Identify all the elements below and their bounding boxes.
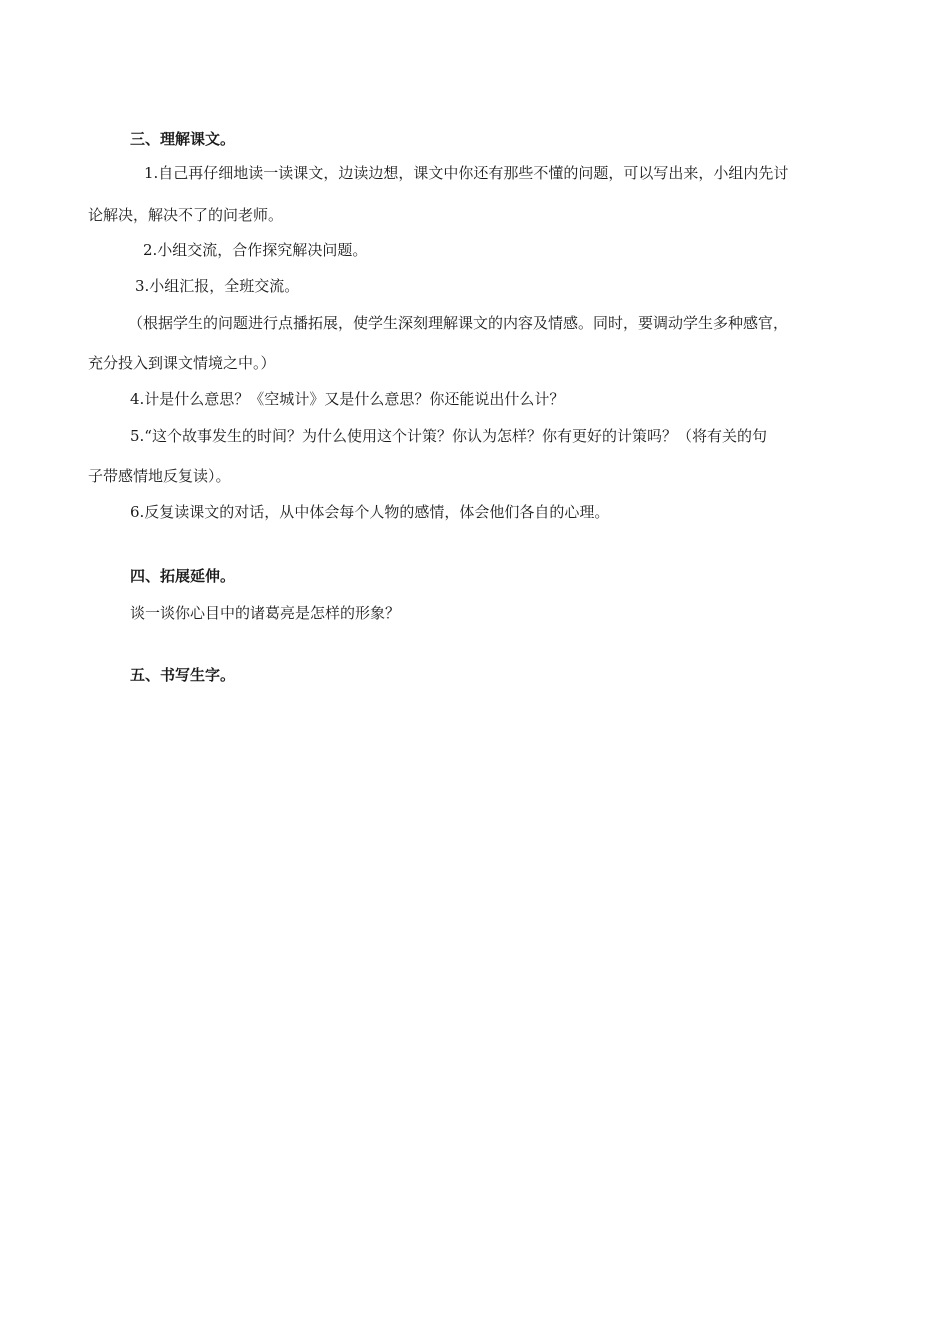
section-3-item-5-line-1: 5.“这个故事发生的时间？为什么使用这个计策？你认为怎样？你有更好的计策吗？（将有关的句 xyxy=(130,427,767,445)
section-3-item-2: 2.小组交流，合作探究解决问题。 xyxy=(143,241,368,259)
section-3-note-line-1: （根据学生的问题进行点播拓展，使学生深刻理解课文的内容及情感。同时，要调动学生多种感官， xyxy=(128,314,789,332)
section-3-item-1-line-2: 论解决，解决不了的问老师。 xyxy=(88,206,284,224)
section-3-item-5-line-2: 子带感情地反复读）。 xyxy=(88,467,231,485)
section-3-item-6: 6.反复读课文的对话，从中体会每个人物的感情，体会他们各自的心理。 xyxy=(130,503,610,521)
section-3-note-line-2: 充分投入到课文情境之中。） xyxy=(88,354,276,372)
section-4-item-1: 谈一谈你心目中的诸葛亮是怎样的形象？ xyxy=(130,604,401,622)
section-3-item-1-line-1: 1.自己再仔细地读一读课文，边读边想，课文中你还有那些不懂的问题，可以写出来，小组内先讨 xyxy=(144,164,789,182)
section-3-item-3: 3.小组汇报，全班交流。 xyxy=(135,277,300,295)
section-4-heading: 四、拓展延伸。 xyxy=(130,567,236,585)
section-5-heading: 五、书写生字。 xyxy=(130,666,236,684)
section-3-heading: 三、理解课文。 xyxy=(130,130,236,148)
section-3-item-4: 4.计是什么意思？《空城计》又是什么意思？你还能说出什么计？ xyxy=(130,390,565,408)
